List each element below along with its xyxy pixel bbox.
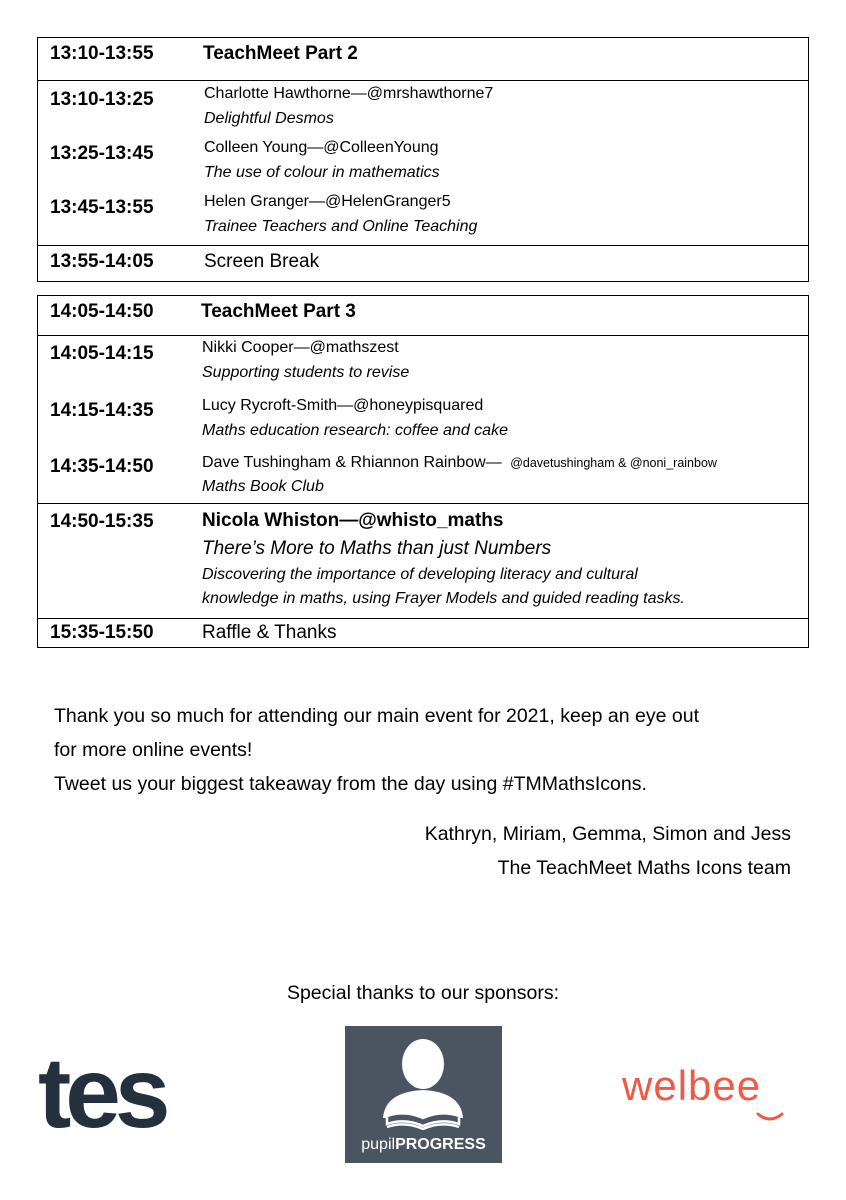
time: 13:25-13:45 (50, 143, 154, 164)
screen-break-row (38, 245, 808, 281)
part-3-header (38, 296, 808, 336)
talk-title: Supporting students to revise (202, 364, 410, 381)
welbee-logo (620, 1058, 810, 1128)
time: 13:10-13:25 (50, 89, 154, 110)
closing-line: for more online events! (54, 739, 253, 761)
keynote-speaker: Nicola Whiston—@whisto_maths (202, 510, 504, 531)
speaker-handles: @davetushingham & @noni_rainbow (510, 456, 717, 470)
pupil-progress-wordmark (345, 1136, 502, 1154)
talk-title: Delightful Desmos (204, 110, 334, 127)
time: 14:35-14:50 (50, 456, 154, 477)
welbee-logo-graphic (620, 1058, 810, 1128)
tes-logo (38, 1045, 178, 1135)
time: 13:10-13:55 (50, 43, 154, 64)
pupil-progress-bold: PROGRESS (395, 1136, 486, 1153)
talk-title: Maths education research: coffee and cake (202, 422, 508, 439)
closing-line: Thank you so much for attending our main event for 2021, keep an eye out (54, 705, 699, 727)
time: 14:15-14:35 (50, 400, 154, 421)
time: 13:45-13:55 (50, 197, 154, 218)
part-3-talks (38, 335, 808, 504)
keynote-title: There’s More to Maths than just Numbers (202, 538, 552, 559)
signature-names: Kathryn, Miriam, Gemma, Simon and Jess (424, 823, 791, 845)
time: 15:35-15:50 (50, 622, 154, 643)
time: 14:05-14:50 (50, 301, 154, 322)
sponsors-heading: Special thanks to our sponsors: (286, 982, 560, 1004)
schedule-part-3 (37, 295, 809, 648)
section-title: TeachMeet Part 3 (201, 301, 356, 322)
speaker (202, 454, 717, 472)
talk-title: Trainee Teachers and Online Teaching (204, 218, 478, 235)
time: 13:55-14:05 (50, 251, 154, 272)
raffle-row (38, 618, 808, 647)
talk-title: The use of colour in mathematics (204, 164, 440, 181)
talk-title: Maths Book Club (202, 478, 324, 495)
part-2-header (38, 38, 808, 81)
speaker-names: Dave Tushingham & Rhiannon Rainbow— (202, 454, 502, 471)
keynote-description: Discovering the importance of developing literacy and cultural (202, 566, 638, 583)
raffle-label: Raffle & Thanks (202, 622, 337, 643)
pupil-progress-logo (345, 1026, 502, 1163)
part-2-talks (38, 80, 808, 246)
time: 14:50-15:35 (50, 511, 154, 532)
signature-team: The TeachMeet Maths Icons team (497, 857, 791, 879)
time: 14:05-14:15 (50, 343, 154, 364)
smile-icon (758, 1114, 782, 1119)
speaker: Helen Granger—@HelenGranger5 (204, 193, 451, 210)
speaker: Nikki Cooper—@mathszest (202, 339, 399, 356)
keynote-description: knowledge in maths, using Frayer Models and guided reading tasks. (202, 590, 685, 607)
break-label: Screen Break (204, 251, 320, 272)
keynote-row (38, 503, 808, 619)
tes-logo-graphic (38, 1045, 178, 1135)
schedule-part-2 (37, 37, 809, 282)
pupil-progress-light: pupil (361, 1136, 396, 1153)
speaker: Charlotte Hawthorne—@mrshawthorne7 (204, 85, 494, 102)
speaker: Colleen Young—@ColleenYoung (204, 139, 439, 156)
section-title: TeachMeet Part 2 (203, 43, 358, 64)
welbee-logo-text: welbee (622, 1062, 762, 1109)
tes-logo-text: tes (38, 1045, 165, 1135)
closing-line: Tweet us your biggest takeaway from the day using #TMMathsIcons. (54, 773, 647, 795)
speaker: Lucy Rycroft-Smith—@honeypisquared (202, 397, 484, 414)
